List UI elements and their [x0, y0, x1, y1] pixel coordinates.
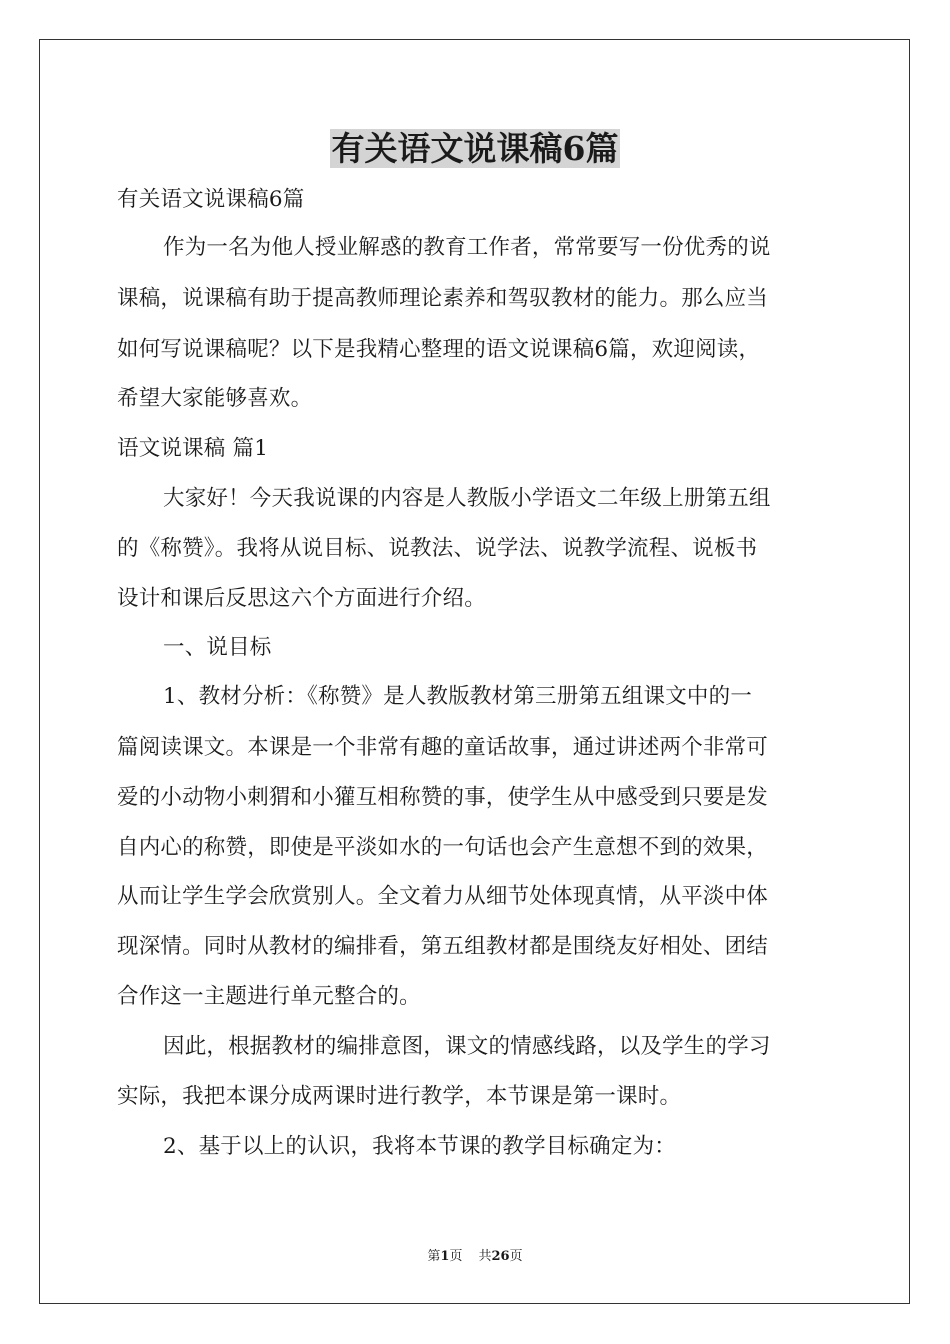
document-title — [0, 126, 950, 172]
page-suffix: 页 — [449, 1249, 463, 1264]
paragraph-line: 希望大家能够喜欢。 — [117, 386, 313, 411]
section-heading: 语文说课稿 篇1 — [117, 436, 269, 461]
paragraph-line: 2、基于以上的认识，我将本节课的教学目标确定为： — [163, 1134, 676, 1159]
subsection-heading: 一、说目标 — [163, 635, 272, 660]
paragraph-line: 实际，我把本课分成两课时进行教学，本节课是第一课时。 — [117, 1084, 682, 1109]
paragraph-line: 篇阅读课文。本课是一个非常有趣的童话故事，通过讲述两个非常可 — [117, 735, 769, 760]
page-total: 26 — [491, 1249, 510, 1264]
title-text: 有关语文说课稿6篇 — [331, 129, 619, 168]
paragraph-line: 作为一名为他人授业解惑的教育工作者，常常要写一份优秀的说 — [163, 235, 771, 260]
paragraph-line: 的《称赞》。我将从说目标、说教法、说学法、说教学流程、说板书 — [117, 536, 758, 561]
paragraph-line: 如何写说课稿呢？以下是我精心整理的语文说课稿6篇，欢迎阅读， — [117, 337, 761, 362]
page-border — [39, 39, 910, 1304]
paragraph-line: 课稿，说课稿有助于提高教师理论素养和驾驭教材的能力。那么应当 — [117, 286, 769, 311]
document-subtitle: 有关语文说课稿6篇 — [117, 187, 305, 212]
paragraph-line: 现深情。同时从教材的编排看，第五组教材都是围绕友好相处、团结 — [117, 934, 769, 959]
paragraph-line: 从而让学生学会欣赏别人。全文着力从细节处体现真情，从平淡中体 — [117, 884, 769, 909]
total-prefix: 共 — [478, 1249, 492, 1264]
paragraph-line: 自内心的称赞，即使是平淡如水的一句话也会产生意想不到的效果， — [117, 835, 769, 860]
paragraph-line: 1、教材分析：《称赞》是人教版教材第三册第五组课文中的一 — [163, 684, 753, 709]
paragraph-line: 合作这一主题进行单元整合的。 — [117, 984, 421, 1009]
paragraph-line: 因此，根据教材的编排意图，课文的情感线路，以及学生的学习 — [163, 1034, 771, 1059]
paragraph-line: 设计和课后反思这六个方面进行介绍。 — [117, 586, 486, 611]
paragraph-line: 大家好！今天我说课的内容是人教版小学语文二年级上册第五组 — [163, 486, 771, 511]
total-suffix: 页 — [509, 1249, 523, 1264]
page-footer — [0, 1248, 950, 1266]
page-current: 1 — [440, 1249, 450, 1264]
paragraph-line: 爱的小动物小刺猬和小獾互相称赞的事，使学生从中感受到只要是发 — [117, 785, 769, 810]
page-prefix: 第 — [427, 1249, 441, 1264]
